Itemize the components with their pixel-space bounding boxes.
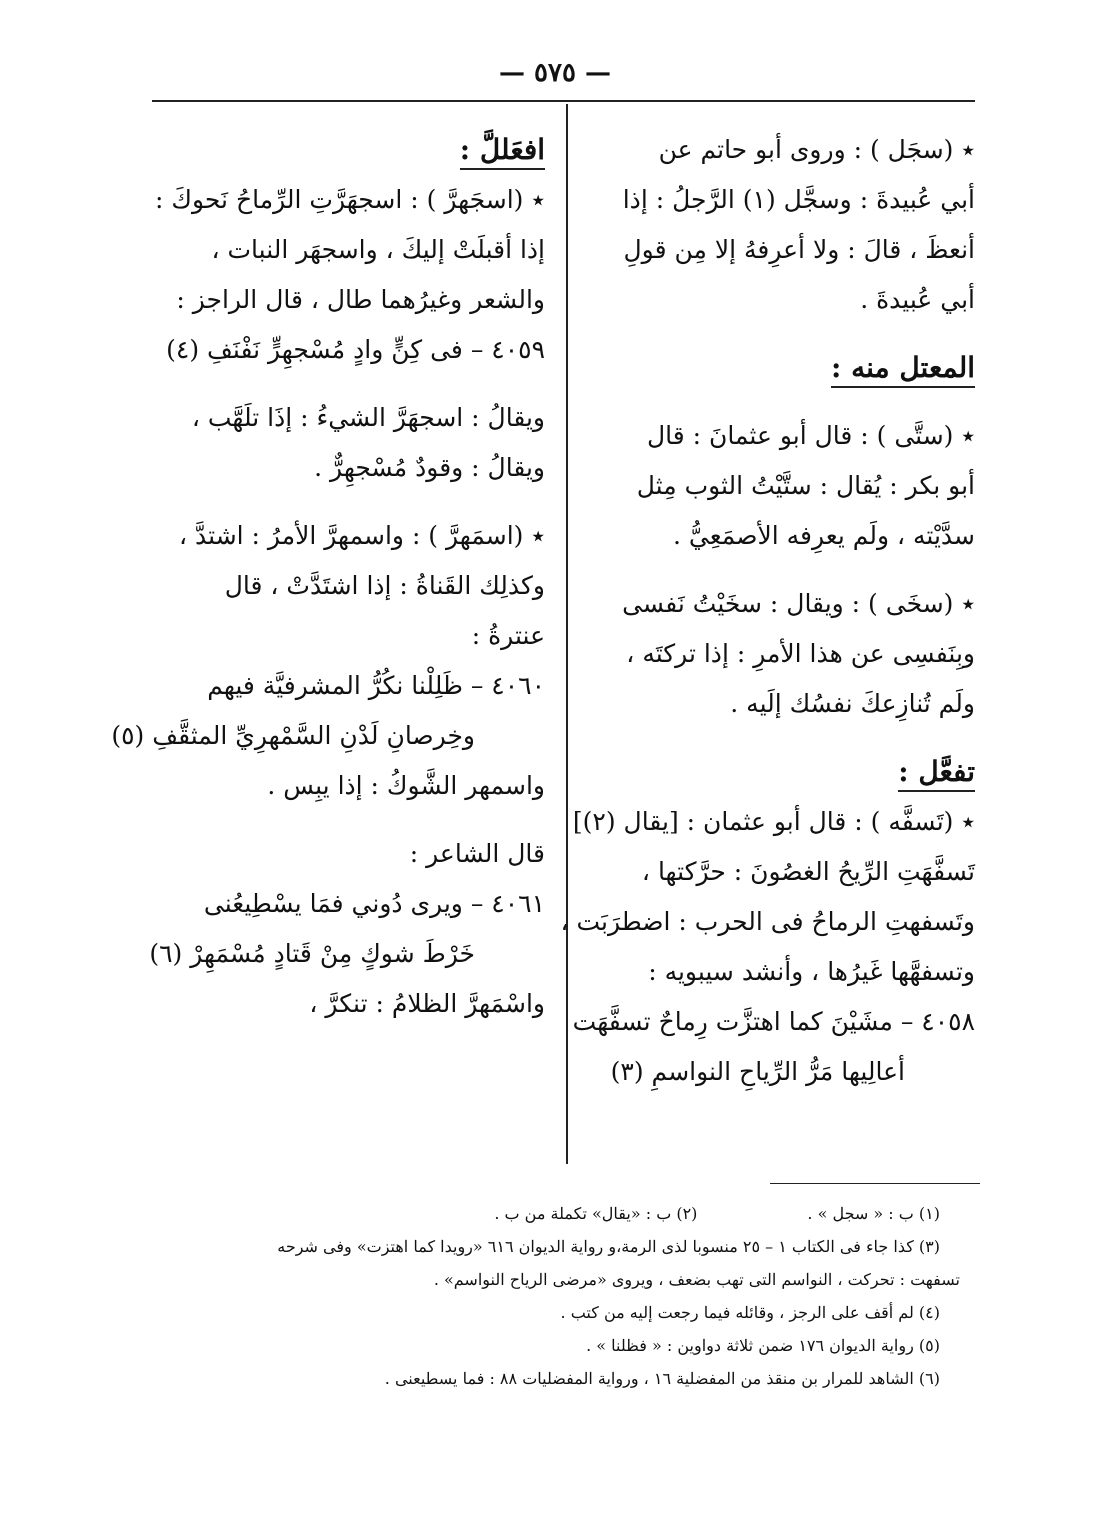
footnote-row: [150, 1197, 940, 1230]
page-number: — ٥٧٥ —: [498, 58, 612, 88]
text-line: ٭ (ستَّى ) : قال أبو عثمانَ : قال: [646, 421, 975, 450]
footnote: تسفهت : تحركت ، النواسم التى تهب بضعف ، ويروى «مرضى الرياح النواسم» .: [433, 1270, 960, 1289]
column-divider: [566, 104, 568, 1164]
section-heading: [150, 125, 545, 175]
poem-line: ٤٠٥٨ – مشَيْنَ كما اهتزَّت رِماحٌ تسفَّهَت: [572, 1007, 975, 1036]
footnote-rule: [770, 1183, 980, 1184]
text-line: ٭ (اسجَهرَّ ) : اسجهَرَّتِ الرِّماحُ نَحوكَ :: [155, 185, 545, 214]
text-line: ويقالُ : وقودٌ مُسْجهِرٌّ .: [314, 453, 545, 482]
text-line: عنترةُ :: [471, 621, 545, 650]
text-line: أنعظَ ، قالَ : ولا أعرِفهُ إلا مِن قولِ: [623, 235, 975, 264]
poem-line: وخِرصانِ لَدْنِ السَّمْهرِيِّ المثقَّفِ (٥): [111, 721, 475, 750]
section-heading-text: تفعَّل :: [898, 755, 975, 792]
section-heading: [590, 747, 975, 797]
section-heading-text: افعَللَّ :: [460, 133, 545, 170]
left-column: [111, 125, 545, 1029]
text-line: ٭ (سجَل ) : وروى أبو حاتم عن: [658, 135, 975, 164]
text-line: ٭ (سخَى ) : ويقال : سخَيْتُ نَفسى: [622, 589, 975, 618]
text-line: أبي عُبيدةَ .: [860, 285, 975, 314]
footnotes: [150, 1197, 960, 1395]
text-line: وكذلِك القَناةُ : إذا اشتَدَّتْ ، قال: [224, 571, 545, 600]
section-heading: [590, 343, 975, 393]
poem-line: ٤٠٥٩ – فى كِنٍّ وادٍ مُسْجهِرٍّ نَفْنَفِ (٤): [166, 335, 545, 364]
text-line: واسمهر الشَّوكُ : إذا يبِس .: [267, 771, 545, 800]
right-column: [560, 125, 975, 1097]
footnote: (٤) لم أقف على الرجز ، وقائله فيما رجعت إليه من كتب .: [560, 1303, 940, 1322]
text-line: قال الشاعر :: [409, 839, 545, 868]
text-line: إذا أقبلَتْ إليكَ ، واسجهَر النبات ،: [211, 235, 545, 264]
text-line: أبي عُبيدةَ : وسجَّل (١) الرَّجلُ : إذا: [622, 185, 975, 214]
text-line: والشعر وغيرُهما طال ، قال الراجز :: [176, 285, 545, 314]
text-line: وتسفهَّها غَيرُها ، وأنشد سيبويه :: [648, 957, 975, 986]
text-line: ويقالُ : اسجهَرَّ الشيءُ : إذَا تلَهَّب ،: [191, 403, 545, 432]
poem-line: خَرْطَ شوكٍ مِنْ قَتادٍ مُسْمَهِرْ (٦): [149, 939, 475, 968]
text-line: تَسفَّهَتِ الرِّيحُ الغصُونَ : حرَّكتها ،: [641, 857, 975, 886]
footnote: (١) ب : « سجل » .: [807, 1204, 940, 1223]
poem-line: ٤٠٦١ – ويرى دُوني فمَا يسْطِيعُنى: [203, 889, 545, 918]
text-line: وتَسفهتِ الرماحُ فى الحرب : اضطرَبَت ،: [560, 907, 975, 936]
text-line: أبو بكر : يُقال : ستَّيْتُ الثوب مِثل: [636, 471, 975, 500]
section-heading-text: المعتل منه :: [831, 351, 975, 388]
poem-line: أعالِيها مَرُّ الرِّياحِ النواسمِ (٣): [610, 1057, 905, 1086]
text-line: سدَّيْته ، ولَم يعرِفه الأصمَعِيُّ .: [672, 521, 975, 550]
poem-line: ٤٠٦٠ – ظَلِلْنا نكُرُّ المشرفيَّة فيهم: [207, 671, 545, 700]
footnote: (٦) الشاهد للمرار بن منقذ من المفضلية ١٦ ، ورواية المفضليات ٨٨ : فما يسطيعنى .: [384, 1369, 940, 1388]
text-line: ٭ (تَسفَّه ) : قال أبو عثمان : [يقال (٢)]: [572, 807, 975, 836]
text-line: ٭ (اسمَهرَّ ) : واسمهرَّ الأمرُ : اشتدَّ ،: [179, 521, 545, 550]
header-rule: [152, 100, 975, 102]
text-line: واسْمَهرَّ الظلامُ : تنكرَّ ،: [309, 989, 545, 1018]
footnote: (٥) رواية الديوان ١٧٦ ضمن ثلاثة دواوين : « فظلنا » .: [586, 1336, 940, 1355]
text-line: وبِنَفسِى عن هذا الأمرِ : إذا تركتَه ،: [626, 639, 975, 668]
footnote: (٢) ب : «يقال» تكملة من ب .: [494, 1204, 698, 1223]
footnote: (٣) كذا جاء فى الكتاب ١ – ٢٥ منسوبا لذى الرمة،و رواية الديوان ٦١٦ «رويدا كما اهتزت» وفى شرحه: [277, 1237, 940, 1256]
text-line: ولَم تُنازِعكَ نفسُك إلَيه .: [730, 689, 975, 718]
